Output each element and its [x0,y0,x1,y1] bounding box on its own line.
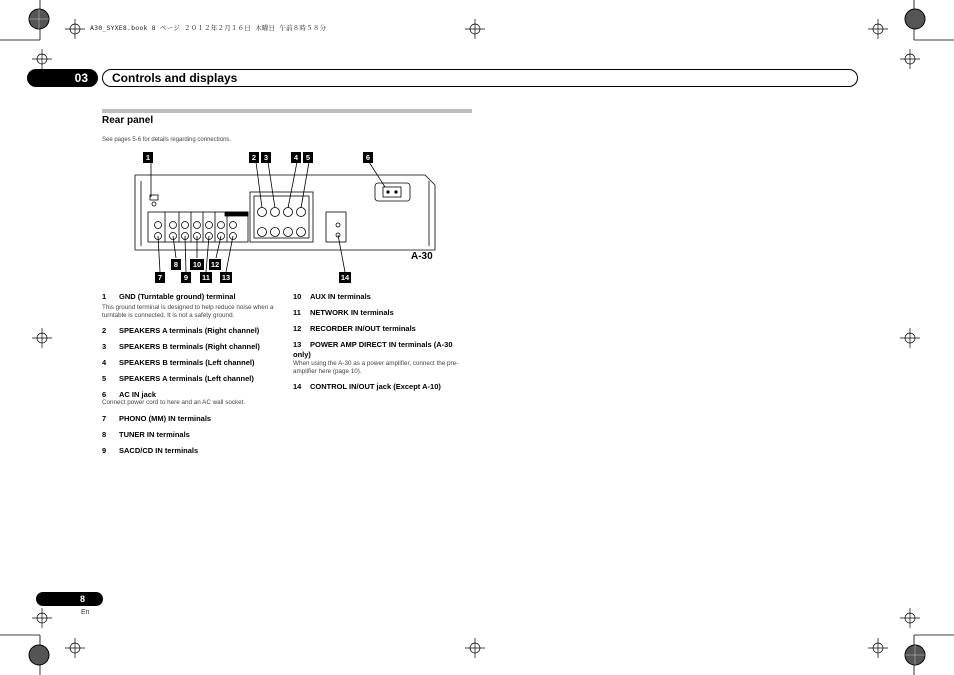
list-item [102,358,254,367]
item-number: 4 [102,358,107,367]
callout-4: 4 [291,152,301,163]
callout-6: 6 [363,152,373,163]
chapter-title: Controls and displays [112,71,238,85]
section-title: Rear panel [102,115,154,126]
item-label: RECORDER IN/OUT terminals [310,324,416,333]
page-number-tab: 8 [36,592,103,606]
section-divider [102,109,472,113]
item-number: 5 [102,374,107,383]
item-description: Connect power cord to here and an AC wall socket. [102,399,246,406]
item-label: GND (Turntable ground) terminal [119,292,236,301]
list-item [293,324,416,333]
item-number: 3 [102,342,107,351]
item-description: This ground terminal is designed to help reduce noise when a turntable is connected. It is not a safety ground. [102,304,274,319]
language-label: En [81,609,90,616]
item-label: AC IN jack [119,390,157,399]
item-number: 13 [293,340,302,349]
item-number: 11 [293,308,301,317]
callout-5: 5 [303,152,313,163]
callout-8: 8 [171,259,181,270]
item-description: When using the A-30 as a power amplifier, connect the pre-amplifier here (page 10). [293,360,459,375]
item-number: 9 [102,446,107,455]
item-number: 12 [293,324,302,333]
callout-9: 9 [181,272,191,283]
list-item [293,292,371,301]
list-item [102,390,156,399]
item-label: PHONO (MM) IN terminals [119,414,212,423]
item-label: SPEAKERS A terminals (Right channel) [119,326,260,335]
callout-12: 12 [210,260,220,269]
item-number: 14 [293,382,302,391]
item-label: SPEAKERS B terminals (Left channel) [119,358,255,367]
list-item [102,326,259,335]
list-item [102,446,198,455]
callout-14: 14 [340,273,350,282]
item-number: 8 [102,430,107,439]
section-note: See pages 5-6 for details regarding connections. [102,137,232,143]
list-item [102,342,260,351]
item-label: CONTROL IN/OUT jack (Except A-10) [310,382,441,391]
item-label: SACD/CD IN terminals [119,446,199,455]
callout-13: 13 [221,273,231,282]
item-label-continued: only) [293,350,311,359]
model-label: A-30 [411,251,433,262]
list-item [293,382,441,391]
item-label: AUX IN terminals [310,292,371,301]
callout-3: 3 [261,152,271,163]
print-header: A30_SYXE8.book 8 ページ ２０１２年２月１６日 木曜日 午前８時５８分 [90,24,327,32]
callout-11: 11 [200,272,212,283]
callout-7: 7 [155,272,165,283]
item-label: TUNER IN terminals [119,430,190,439]
chapter-number-tab: 03 [27,69,98,87]
list-item [102,292,236,301]
item-number: 1 [102,292,107,301]
list-item [293,308,394,317]
list-item [102,430,190,439]
item-number: 10 [293,292,302,301]
item-label: SPEAKERS A terminals (Left channel) [119,374,254,383]
list-item [293,340,453,349]
item-label: SPEAKERS B terminals (Right channel) [119,342,260,351]
item-number: 2 [102,326,107,335]
callout-1: 1 [143,152,153,163]
item-label: POWER AMP DIRECT IN terminals (A-30 [310,340,453,349]
item-number: 6 [102,390,107,399]
item-label: NETWORK IN terminals [310,308,394,317]
callout-2: 2 [249,152,259,163]
list-item [102,374,254,383]
callout-10: 10 [190,259,204,270]
list-item [102,414,211,423]
item-number: 7 [102,414,107,423]
